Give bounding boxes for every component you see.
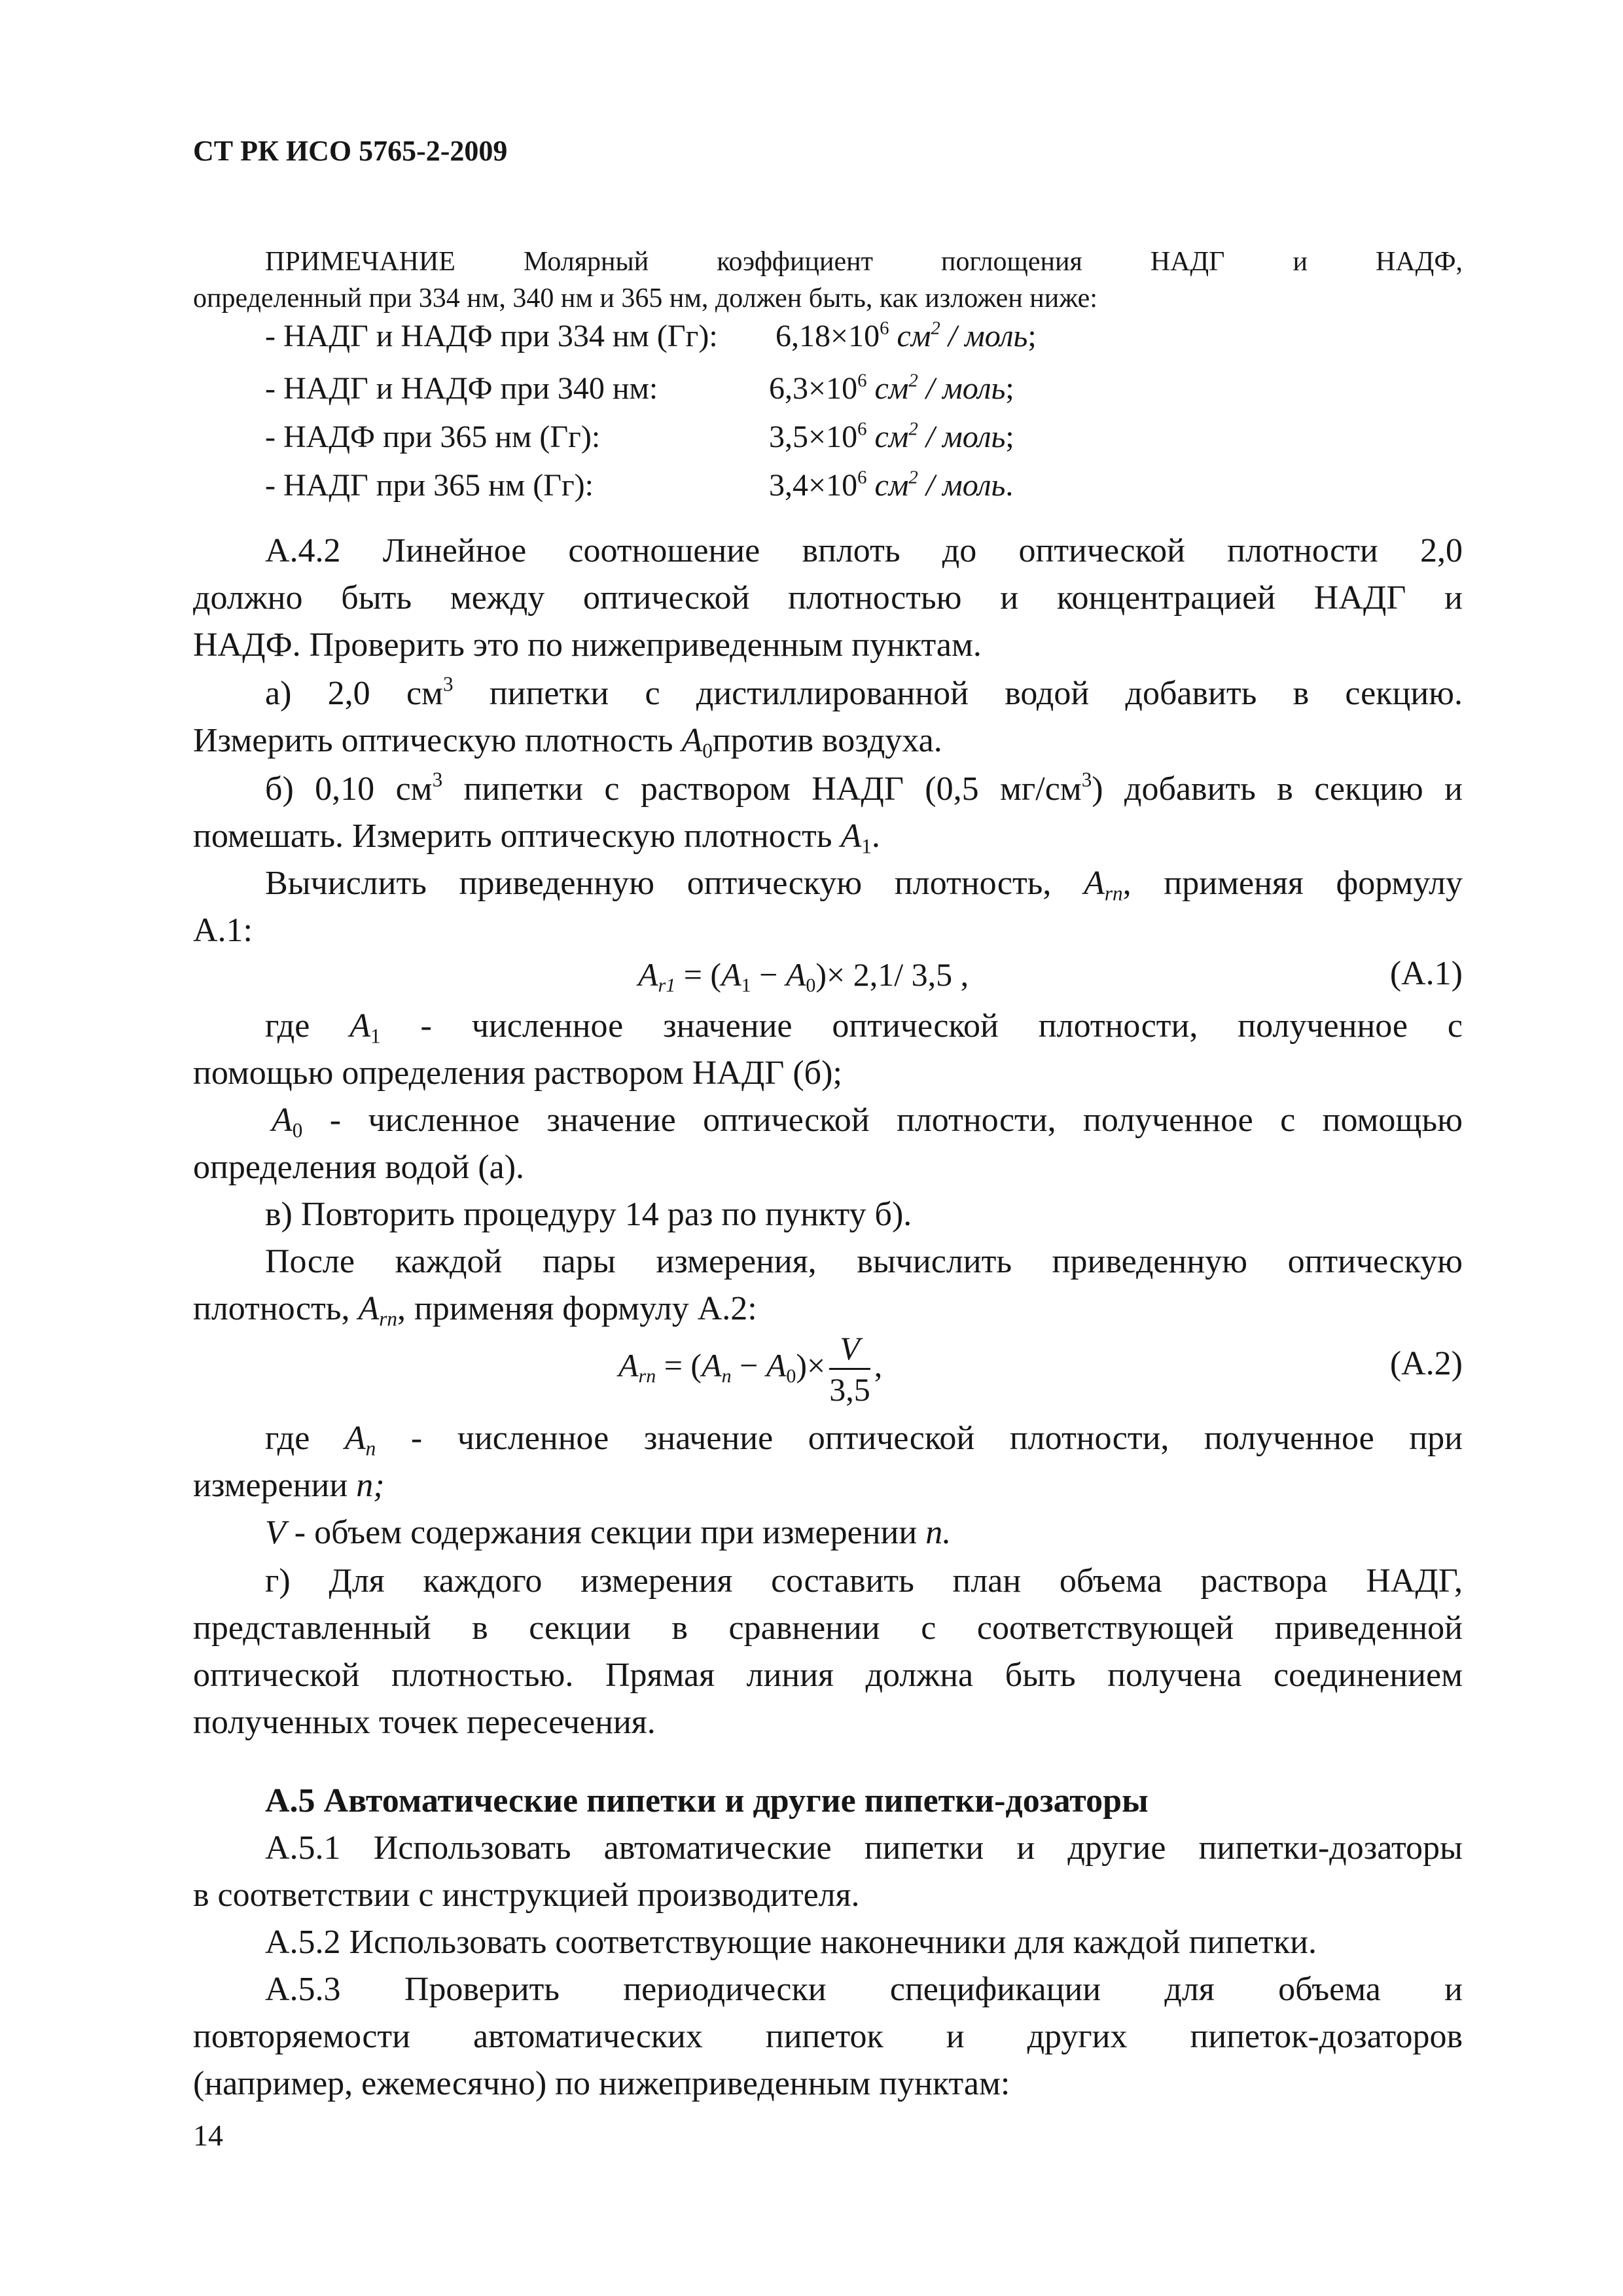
document-header: СТ РК ИСО 5765-2-2009 xyxy=(193,135,508,167)
a5-p1-line-2: в соответствии с инструкцией производителя. xyxy=(193,1876,860,1914)
coef-value: $3,5\times 10^6$ $см^2$ / моль; xyxy=(769,418,1014,454)
a42-line-1: А.4.2 Линейное соотношение вплоть до оптической плотности 2,0 xyxy=(265,532,1463,569)
a5-p1-line-1: А.5.1 Использовать автоматические пипетки и другие пипетки-дозаторы xyxy=(265,1829,1463,1867)
a5-p2: А.5.2 Использовать соответствующие наконечники для каждой пипетки. xyxy=(265,1924,1317,1961)
page-number: 14 xyxy=(193,2119,223,2152)
a5-p3-line-1: А.5.3 Проверить периодически спецификации для объема и xyxy=(265,1971,1463,2008)
formula-a2-number: (А.2) xyxy=(1389,1345,1463,1382)
fraction: $\frac{V}{3,5}$ xyxy=(829,1330,870,1408)
formula-a1-number: (А.1) xyxy=(1389,955,1463,992)
coef-label: - НАДФ при 365 нм (Гг): xyxy=(265,420,601,454)
coef-value: $3,4\times 10^6$ $см^2$ / моль. xyxy=(769,467,1014,503)
a42-calc-line-1: Вычислить приведенную оптическую плотность, $A_{rn}$, применяя формулу xyxy=(265,865,1463,905)
coef-label: - НАДГ и НАДФ при 340 нм: xyxy=(265,371,658,406)
a5-p3-line-2: повторяемости автоматических пипеток и других пипеток-дозаторов xyxy=(193,2018,1463,2055)
a42-calc-line-2: А.1: xyxy=(193,912,253,949)
step-g-line-1: г) Для каждого измерения составить план объема раствора НАДГ, xyxy=(265,1562,1463,1600)
step-g-line-3: оптической плотностью. Прямая линия должна быть получена соединением xyxy=(193,1657,1463,1694)
a42-line-3: НАДФ. Проверить это по нижеприведенным пунктам. xyxy=(193,626,982,664)
step-g-line-2: представленный в секции в сравнении с соответствующей приведенной xyxy=(193,1609,1463,1647)
step-v-line-3: плотность, $A_{rn}$, применяя формулу А.2: xyxy=(193,1290,757,1331)
coef-value: $6,3\times 10^6$ $см^2$ / моль; xyxy=(769,370,1014,406)
where2-line-3: V - объем содержания секции при измерении n. xyxy=(265,1514,952,1551)
where1-line-2: помощью определения раствором НАДГ (б); xyxy=(193,1054,842,1092)
section-a5-heading: А.5 Автоматические пипетки и другие пипетки-дозаторы xyxy=(265,1782,1149,1820)
note-line-1: ПРИМЕЧАНИЕ Молярный коэффициент поглощения НАДГ и НАДФ, xyxy=(265,247,1463,277)
where2-line-1: где $A_n$ - численное значение оптической плотности, полученное при xyxy=(265,1420,1463,1460)
note-line-2: определенный при 334 нм, 340 нм и 365 нм, должен быть, как изложен ниже: xyxy=(193,283,1097,314)
coef-label: - НАДГ при 365 нм (Гг): xyxy=(265,468,594,503)
step-v-line-2: После каждой пары измерения, вычислить приведенную оптическую xyxy=(265,1243,1463,1280)
a5-p3-line-3: (например, ежемесячно) по нижеприведенным пунктам: xyxy=(193,2065,1010,2102)
a42-step-a-line-1: а) 2,0 $см^3$ пипетки с дистиллированной водой добавить в секцию. xyxy=(265,674,1463,712)
a42-step-b-line-2: помешать. Измерить оптическую плотность $A_1$. xyxy=(193,817,880,858)
where1-line-1: где $A_1$ - численное значение оптической плотности, полученное с xyxy=(265,1007,1463,1048)
coef-label: - НАДГ и НАДФ при 334 нм (Гг): xyxy=(265,319,718,353)
a42-step-b-line-1: б) 0,10 $см^3$ пипетки с раствором НАДГ (0,5 $мг/см^3$) добавить в секцию и xyxy=(265,770,1463,808)
a42-step-a-line-2: Измерить оптическую плотность $A_0против$ воздуха. xyxy=(193,722,942,762)
step-g-line-4: полученных точек пересечения. xyxy=(193,1704,656,1741)
where1-line-4: определения водой (а). xyxy=(193,1149,525,1186)
formula-a2: $A_{rn} = (A_n - A_0)\times$ $\frac{V}{3,5}$ , xyxy=(618,1330,883,1408)
step-v-line-1: в) Повторить процедуру 14 раз по пункту б). xyxy=(265,1196,912,1233)
a42-line-2: должно быть между оптической плотностью и концентрацией НАДГ и xyxy=(193,579,1463,617)
where2-line-2: измерении n; xyxy=(193,1467,385,1504)
where1-line-3: $A_0$ - численное значение оптической плотности, полученное с помощью xyxy=(272,1102,1463,1142)
coef-value: $6,18\times 10^6$ $см^2$ / моль; xyxy=(776,317,1037,353)
formula-a1: $A_{r1} = (A_1 - A_0)\times 2,1/$ 3,5 , xyxy=(638,956,969,996)
